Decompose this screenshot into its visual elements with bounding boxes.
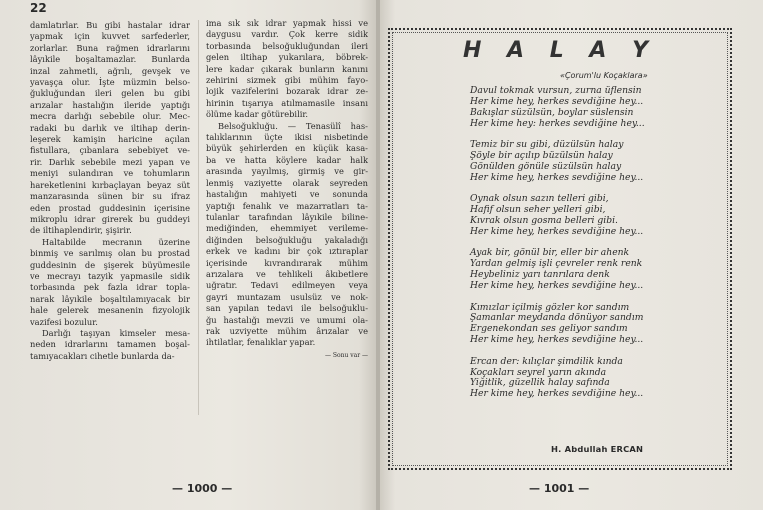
text-line: torbasında pek fazla idrar topla- <box>30 282 190 293</box>
text-line: büyük şehirlerden en küçük kasa- <box>206 143 368 154</box>
text-line: Haltabilde mecranın üzerine <box>42 236 190 247</box>
text-line: ğu hastalığı mevzii ve umumi ola- <box>206 314 368 325</box>
poem-author: H. Abdullah ERCAN <box>551 444 644 454</box>
text-line: vazifesi bozulur. <box>30 316 98 327</box>
poem-stanza <box>470 357 720 401</box>
text-line: radaki bu darlık ve iltihap derin- <box>30 122 190 133</box>
text-line: yavaşça olur. İşte müzmin belso- <box>30 77 190 88</box>
poem-line: Ergenekondan ses geliyor sandım <box>470 323 628 335</box>
text-line: gayri muntazam usulsüz ve nok- <box>206 291 368 302</box>
text-line: ihtilatlar, fenalıklar yapar. <box>206 337 316 348</box>
text-line: daygusu vardır. Çok kerre sidik <box>206 29 368 40</box>
text-line: san yapılan tedavi ile belsoğuklu- <box>206 303 368 314</box>
poem-stanza <box>470 194 720 238</box>
text-line: lâyıkile boşaltamazlar. Bunlarda <box>30 54 190 65</box>
poem-line: Her kime hey, herkes sevdiğine hey... <box>470 280 644 292</box>
poem-line: Koçakları seyrel yarın akında <box>470 366 607 378</box>
text-line: Belsoğukluğu. — Tenasülî has- <box>218 120 368 131</box>
text-line: erkek ve kadını bir çok ıztıraplar <box>206 246 368 257</box>
poem-body <box>470 86 720 411</box>
poem-line: Her kime hey, herkes sevdiğine hey... <box>470 171 644 183</box>
text-line: içerisinde kıvrandırarak mühim <box>206 257 368 268</box>
text-line: arasında yayılmış, girmiş ve gir- <box>206 166 368 177</box>
text-line: tulanlar tarafından lâyıkile biline- <box>206 211 368 222</box>
poem-title: H A L A Y <box>462 38 658 63</box>
poem-line: Her kime hey, herkes sevdiğine hey... <box>470 95 644 107</box>
text-line: hareketlenini kırbaçlayan beyaz süt <box>30 179 190 190</box>
page-number: 22 <box>30 1 47 15</box>
poem-line: Yardan gelmiş işli çevreler renk renk <box>470 258 643 270</box>
text-line: hale gelerek mesanenin fizyolojik <box>30 305 190 316</box>
text-line: lojik vazifelerini bozarak idrar ze- <box>206 86 368 97</box>
folio-right: — 1001 — <box>529 482 590 495</box>
text-line: tamıyacakları cihetle bunlarda da- <box>30 350 175 361</box>
poem-line: Her kime hey: herkes sevdiğine hey... <box>470 117 645 129</box>
text-line: eden prostad guddesinin içerisine <box>30 202 190 213</box>
poem-line: Heybeliniz yarı tanrılara denk <box>470 269 610 281</box>
text-line: fistullara, çıbanlara sebebiyet ve- <box>30 145 190 156</box>
text-line: ima sık sık idrar yapmak hissi ve <box>206 18 368 28</box>
poem-line: Her kime hey, herkes sevdiğine hey... <box>470 225 644 237</box>
poem-line: Gönülden gönüle süzülsün halay <box>470 160 622 172</box>
text-line: neden idrarlarını tamamen boşal- <box>30 339 190 350</box>
text-line: narak lâyıkile boşaltılamıyacak bir <box>30 293 190 304</box>
poem-line: Kımızlar içilmiş gözler kor sandım <box>470 301 630 313</box>
text-line: ba ve hatta köylere kadar halk <box>206 154 368 165</box>
text-line: zehirini sizmek gibi mühim fayo- <box>206 75 368 86</box>
text-line: torbasında belsoğukluğundan ileri <box>206 40 368 51</box>
text-line: binmiş ve sarılmış olan bu prostad <box>30 248 190 259</box>
continued-note: — Sonu var — <box>324 351 368 359</box>
text-line: lere kadar çıkarak bunların kanını <box>206 63 368 74</box>
poem-line: Oynak olsun sazın telleri gibi, <box>470 193 609 205</box>
folio-left: — 1000 — <box>172 482 233 495</box>
text-line: uğratır. Tedavi edilmeyen veya <box>206 280 368 291</box>
text-line: talıklarının üçte ikisi nisbetinde <box>206 132 368 143</box>
text-line: ve mecrayı tazyik yapmasile sidik <box>30 270 190 281</box>
text-line: inzal zahmetli, ağrılı, gevşek ve <box>30 65 190 76</box>
poem-line: Yiğitlik, güzellik halay safında <box>470 377 610 389</box>
text-line: rak uzviyette mühim ârızalar ve <box>206 325 368 336</box>
text-line: ölüme kadar götürebilir. <box>206 109 309 120</box>
poem-line: Her kime hey, herkes sevdiğine hey... <box>470 334 644 346</box>
text-line: mecra darlığı sebebile olur. Mec- <box>30 111 190 122</box>
text-line: arızalar hastalığın ileride yaptığı <box>30 99 190 110</box>
text-line: damlatırlar. Bu gibi hastalar idrar <box>30 20 190 30</box>
poem-line: Şamanlar meydanda dönüyor sandım <box>470 312 644 324</box>
poem-stanza <box>470 248 720 292</box>
poem-line: Davul tokmak vursun, zurna üflensin <box>470 85 642 96</box>
text-line: lenmiş vaziyette olarak seyreden <box>206 177 368 188</box>
text-line: leşerek kamişin haricine açılan <box>30 134 190 145</box>
text-line: manzarasında sünen bir su ifraz <box>30 191 190 202</box>
poem-stanza <box>470 303 720 347</box>
poem-line: Kıvrak olsun gosma belleri gibi. <box>470 215 618 227</box>
poem-line: Şöyle bir açılıp büzülsün halay <box>470 150 613 162</box>
poem-stanza <box>470 86 720 130</box>
text-line: meniyi sulandıran ve tohumların <box>30 168 190 179</box>
poem-line: Her kime hey, herkes sevdiğine hey... <box>470 388 644 400</box>
poem-line: Ayak bir, gönül bir, eller bir ahenk <box>470 247 630 259</box>
poem-line: Temiz bir su gibi, düzülsün halay <box>470 139 624 151</box>
text-line: arızalara ve tehlikeli âkıbetlere <box>206 268 368 279</box>
poem-line: Bakışlar süzülsün, boylar süslensin <box>470 106 634 118</box>
poem-dedication: «Çorum'lu Koçaklara» <box>560 71 648 80</box>
poem-line: Ercan der: kılıçlar şimdilik kında <box>470 355 623 367</box>
text-line: zorlarlar. Buna rağmen idrarlarını <box>30 42 190 53</box>
text-line: Darlığı taşıyan kimseler mesa- <box>42 327 190 338</box>
poem-line: Hafif olsun seher yelleri gibi, <box>470 204 606 216</box>
text-line: mediğinden, ehemmiyet verileme- <box>206 223 368 234</box>
text-line: rir. Darlık sebebile mezi yapan ve <box>30 156 190 167</box>
text-line: de iltihaplendirir, şişirir. <box>30 225 132 236</box>
text-line: yapmak için kuvvet sarfederler, <box>30 31 190 42</box>
poem-stanza <box>470 140 720 184</box>
text-line: hastalığın mahiyeti ve sonunda <box>206 189 368 200</box>
text-line: yaptığı fenalık ve mazarratları ta- <box>206 200 368 211</box>
text-line: ğukluğundan ileri gelen bu gibi <box>30 88 190 99</box>
text-line: mikroplu idrar girerek bu guddeyi <box>30 213 190 224</box>
text-line: diğinden belsoğukluğu yakaladığı <box>206 234 368 245</box>
text-line: gelen iltihap yukarılara, böbrek- <box>206 52 368 63</box>
text-line: hirinin tışarıya atılmamasile insanı <box>206 97 368 108</box>
text-line: guddesinin de şişerek büyümesile <box>30 259 190 270</box>
